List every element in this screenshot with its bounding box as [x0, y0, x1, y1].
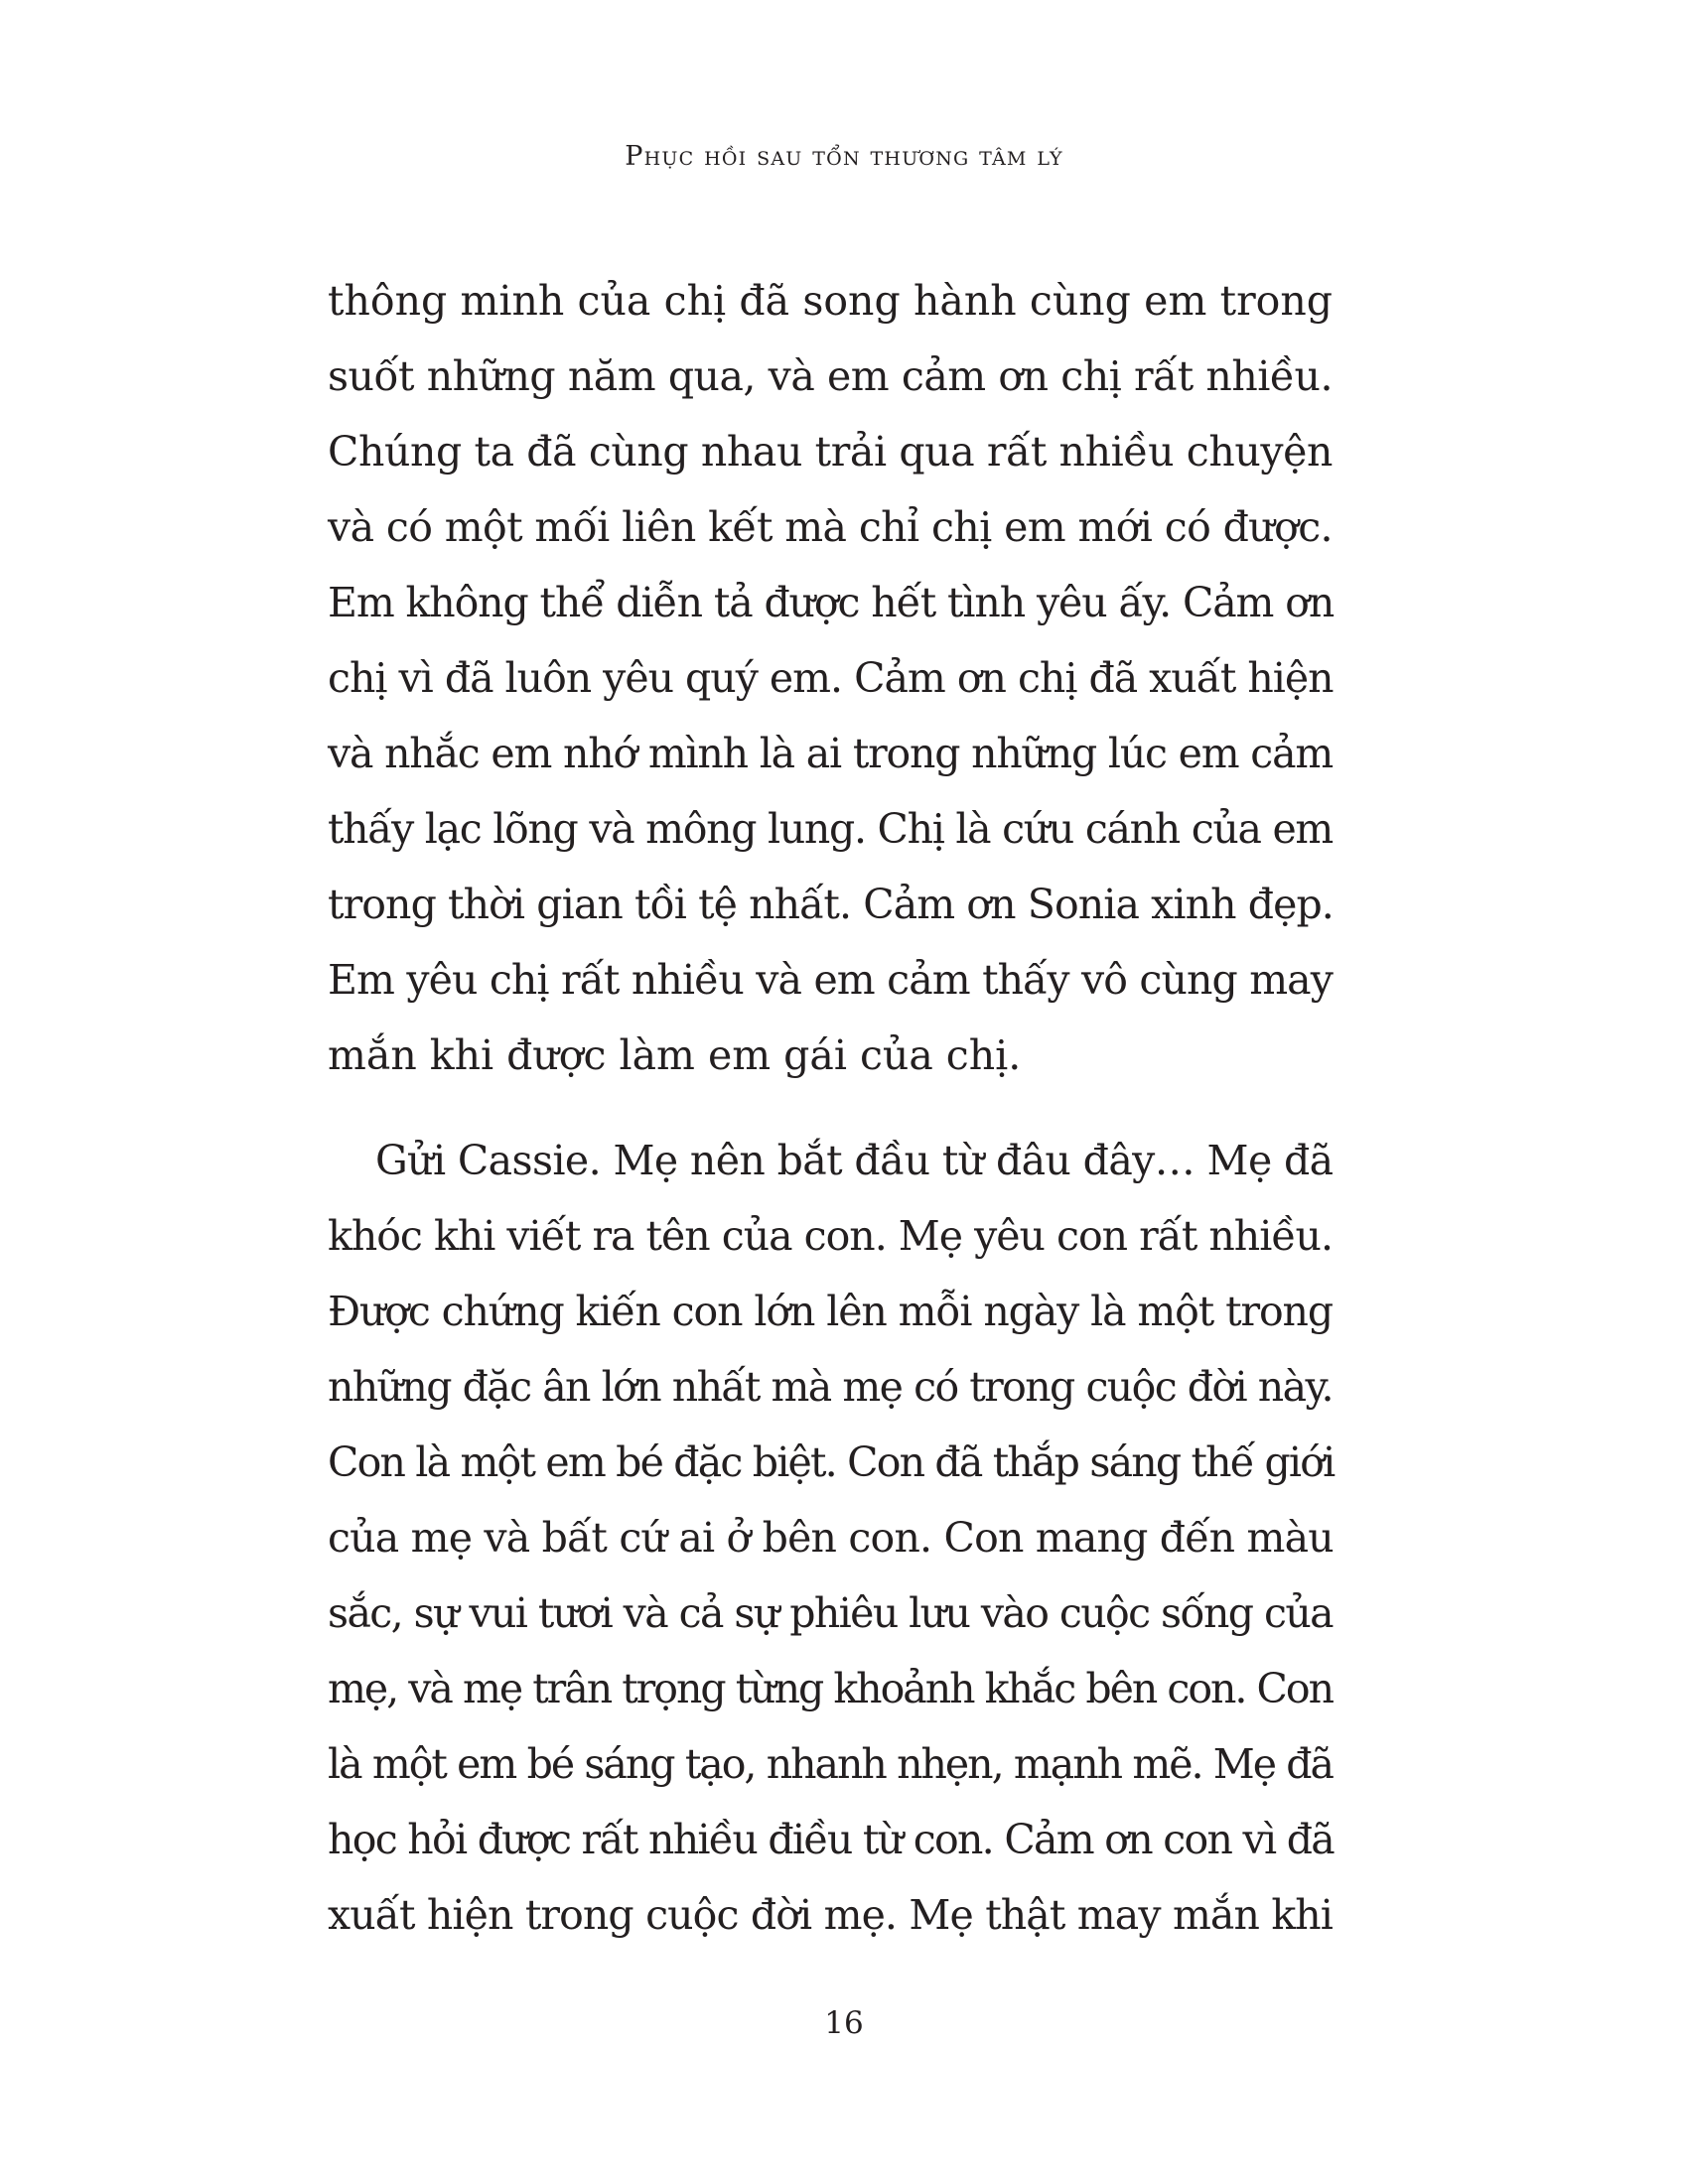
text-line: Gửi Cassie. Mẹ nên bắt đầu từ đâu đây… Mẹ đã	[375, 1137, 1334, 1184]
text-line: của mẹ và bất cứ ai ở bên con. Con mang đến màu	[328, 1514, 1334, 1562]
text-line: học hỏi được rất nhiều điều từ con. Cảm ơn con vì đã	[328, 1816, 1335, 1863]
page-number: 16	[824, 2005, 864, 2041]
text-line: trong thời gian tồi tệ nhất. Cảm ơn Sonia xinh đẹp.	[328, 881, 1334, 928]
text-line: và nhắc em nhớ mình là ai trong những lúc em cảm	[328, 730, 1333, 777]
text-line: Em không thể diễn tả được hết tình yêu ấy. Cảm ơn	[328, 579, 1335, 626]
text-line: mắn khi được làm em gái của chị.	[328, 1031, 1022, 1079]
text-line: Em yêu chị rất nhiều và em cảm thấy vô cùng may	[328, 956, 1333, 1004]
text-line: những đặc ân lớn nhất mà mẹ có trong cuộc đời này.	[328, 1363, 1333, 1411]
text-line: xuất hiện trong cuộc đời mẹ. Mẹ thật may mắn khi	[328, 1891, 1333, 1939]
text-line: suốt những năm qua, và em cảm ơn chị rất nhiều.	[328, 352, 1333, 400]
text-line: khóc khi viết ra tên của con. Mẹ yêu con rất nhiều.	[328, 1212, 1333, 1260]
text-line: và có một mối liên kết mà chỉ chị em mới có được.	[328, 503, 1333, 551]
text-line: Chúng ta đã cùng nhau trải qua rất nhiều chuyện	[328, 428, 1333, 476]
running-header-title: Phục hồi sau tổn thương tâm lý	[625, 141, 1063, 172]
paragraph-spacer	[328, 1093, 1333, 1123]
text-line: là một em bé sáng tạo, nhanh nhẹn, mạnh mẽ. Mẹ đã	[328, 1740, 1333, 1788]
text-line: sắc, sự vui tươi và cả sự phiêu lưu vào cuộc sống của	[328, 1589, 1333, 1637]
paragraph-1	[328, 263, 1333, 1093]
text-line: thấy lạc lõng và mông lung. Chị là cứu cánh của em	[328, 805, 1333, 853]
text-line: mẹ, và mẹ trân trọng từng khoảnh khắc bên con. Con	[328, 1665, 1333, 1712]
body-text	[328, 263, 1333, 1953]
text-line: Được chứng kiến con lớn lên mỗi ngày là một trong	[328, 1288, 1333, 1335]
text-line: chị vì đã luôn yêu quý em. Cảm ơn chị đã xuất hiện	[328, 654, 1334, 702]
text-line: thông minh của chị đã song hành cùng em trong	[328, 277, 1333, 325]
text-line: Con là một em bé đặc biệt. Con đã thắp sáng thế giới	[328, 1438, 1335, 1486]
paragraph-2	[328, 1123, 1333, 1953]
